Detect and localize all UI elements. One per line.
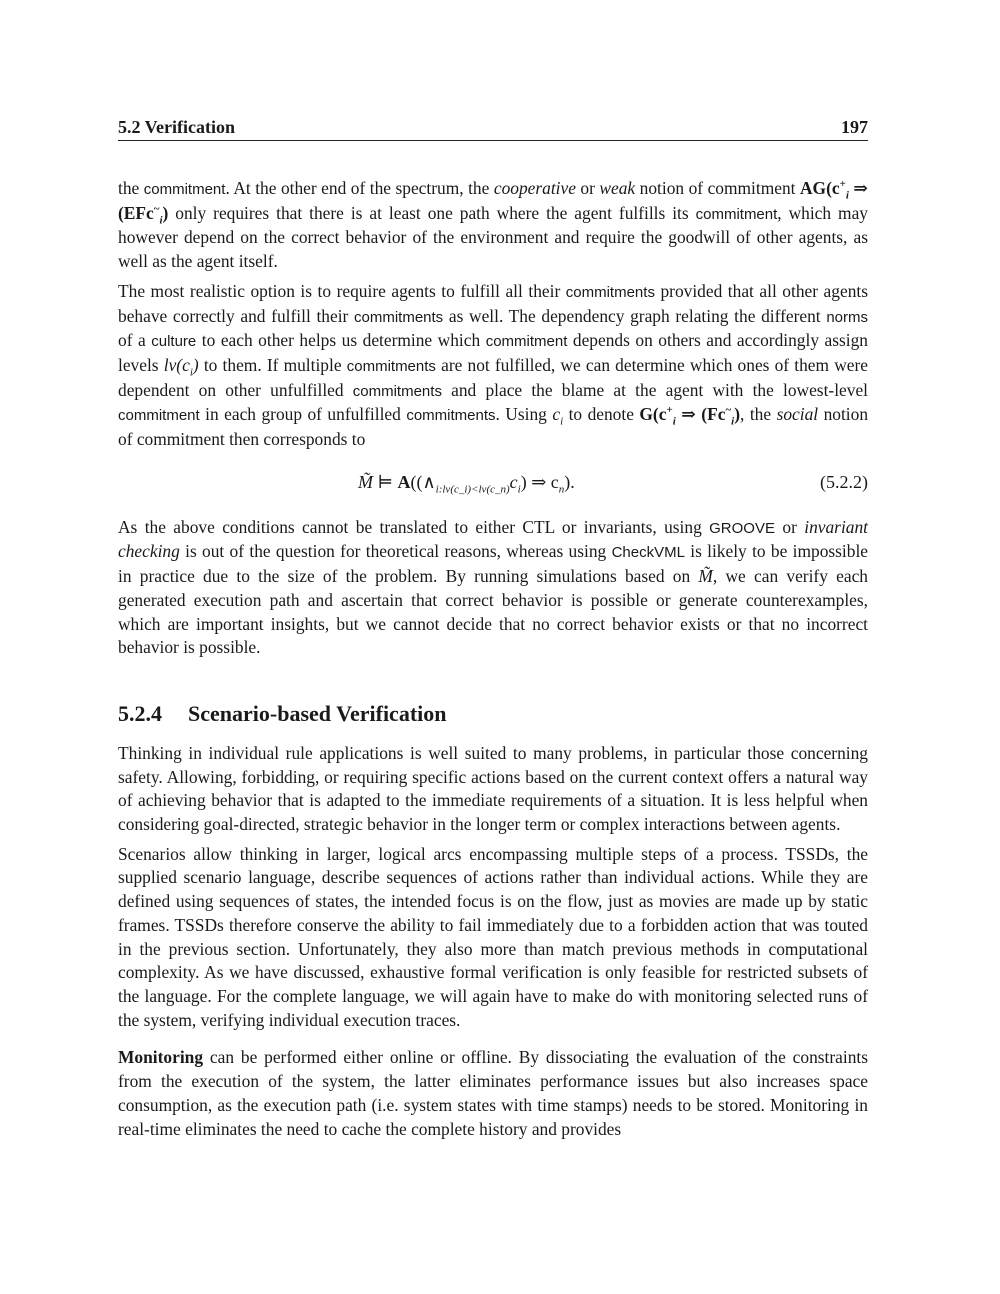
paragraph-1: the commitment. At the other end of the spectrum, the cooperative or weak notion of commitment $AG(c^+_i$ ⇒ (EFc~$_i$) only requires that there is at least one path where the agent fulfills its commitment, which may however depend on the correct behavior of the environment and require the goodwill of other agents, as well as the agent itself. (118, 178, 869, 272)
display-equation (118, 464, 868, 508)
term-checkvml: CheckVML (611, 544, 685, 562)
paragraph-3: As the above conditions cannot be translated to either CTL or invariants, using GROOVE or invariant checking is out of the question for theoretical reasons, whereas using CheckVML is likely to be impossible in practice due to the size of the problem. By running simulations based on M̃, we can verify each generated execution path and ascertain that correct behavior is possible or generate counterexamples, which are important insights, but we cannot decide that no correct behavior exists or that no incorrect behavior is possible. (118, 516, 868, 658)
section-header: 5.2 Verification (118, 117, 235, 137)
formula-ag: $AG(c^+_i$ ⇒ (EFc~$_i$) (118, 178, 869, 227)
bold-monitoring: Monitoring (118, 1047, 204, 1068)
paragraph-4: Thinking in individual rule applications is well suited to many problems, in particular those concerning safety. Allowing, forbidding, or requiring specific actions based on the current context offers a natural way of achieving behavior that is adapted to the immediate requirements of a situation. It is less helpful when considering goal-directed, strategic behavior in the longer term or complex interactions between agents. (118, 742, 868, 835)
term-commitment: commitment (143, 181, 226, 198)
paragraph-2: The most realistic option is to require agents to fulfill all their commitments provided that all other agents behave correctly and fulfill their commitments as well. The dependency graph relating the different norms of a culture to each other helps us determine which commitment depends on others and accordingly assign levels $lv(c_i)$ to them. If multiple commitments are not fulfilled, we can determine which ones of them were dependent on other unfulfilled commitments and place the blame at the agent with the lowest-level commitment in each group of unfulfilled commitments. Using $c_i$ to denote $G(c^+_i$ ⇒ $(Fc^\sim_i)$, the social notion of commitment then corresponds to (118, 280, 869, 450)
section-number: 5.2.4 (118, 700, 162, 726)
emphasis-cooperative: cooperative (493, 178, 576, 198)
page-number: 197 (841, 117, 868, 137)
emphasis-weak: weak (599, 178, 636, 198)
page (118, 116, 868, 1141)
formula-level: $lv(c_i)$ (163, 354, 199, 379)
paragraph-5: Scenarios allow thinking in larger, logical arcs encompassing multiple steps of a process. TSSDs, the supplied scenario language, describe sequences of actions rather than individual actions. While they are defined using sequences of states, the intended focus is on the flow, just as movies are made up by static frames. TSSDs therefore conserve the ability to fail immediately due to a forbidden action that was touted in the previous section. Unfortunately, they also more than match previous methods in computational complexity. As we have discussed, exhaustive formal verification is only feasible for restricted subsets of the language. For the complete language, we will again have to make do with monitoring selected runs of the system, verifying individual execution traces. (118, 843, 868, 1030)
formula-g: $G(c^+_i$ ⇒ $(Fc^\sim_i)$ (639, 404, 741, 428)
running-header (118, 116, 868, 141)
section-heading (118, 700, 868, 728)
section-title: Scenario-based Verification (188, 700, 447, 726)
equation-formula: M̃ ⊨ $A((\wedge_{i:lv(c\_i)<lv(c\_n)}c_i)$ ⇒ $c_n$). (358, 471, 575, 496)
emphasis-social: social (776, 404, 819, 425)
equation-number: (5.2.2) (820, 471, 868, 492)
term-groove: GROOVE (709, 519, 775, 537)
paragraph-6: Monitoring can be performed either online or offline. By dissociating the evaluation of the constraints from the execution of the system, the latter eliminates performance issues but also increases space consumption, as the execution path (i.e. system states with time stamps) needs to be stored. Monitoring in real-time eliminates the need to cache the complete history and provides (118, 1047, 868, 1139)
